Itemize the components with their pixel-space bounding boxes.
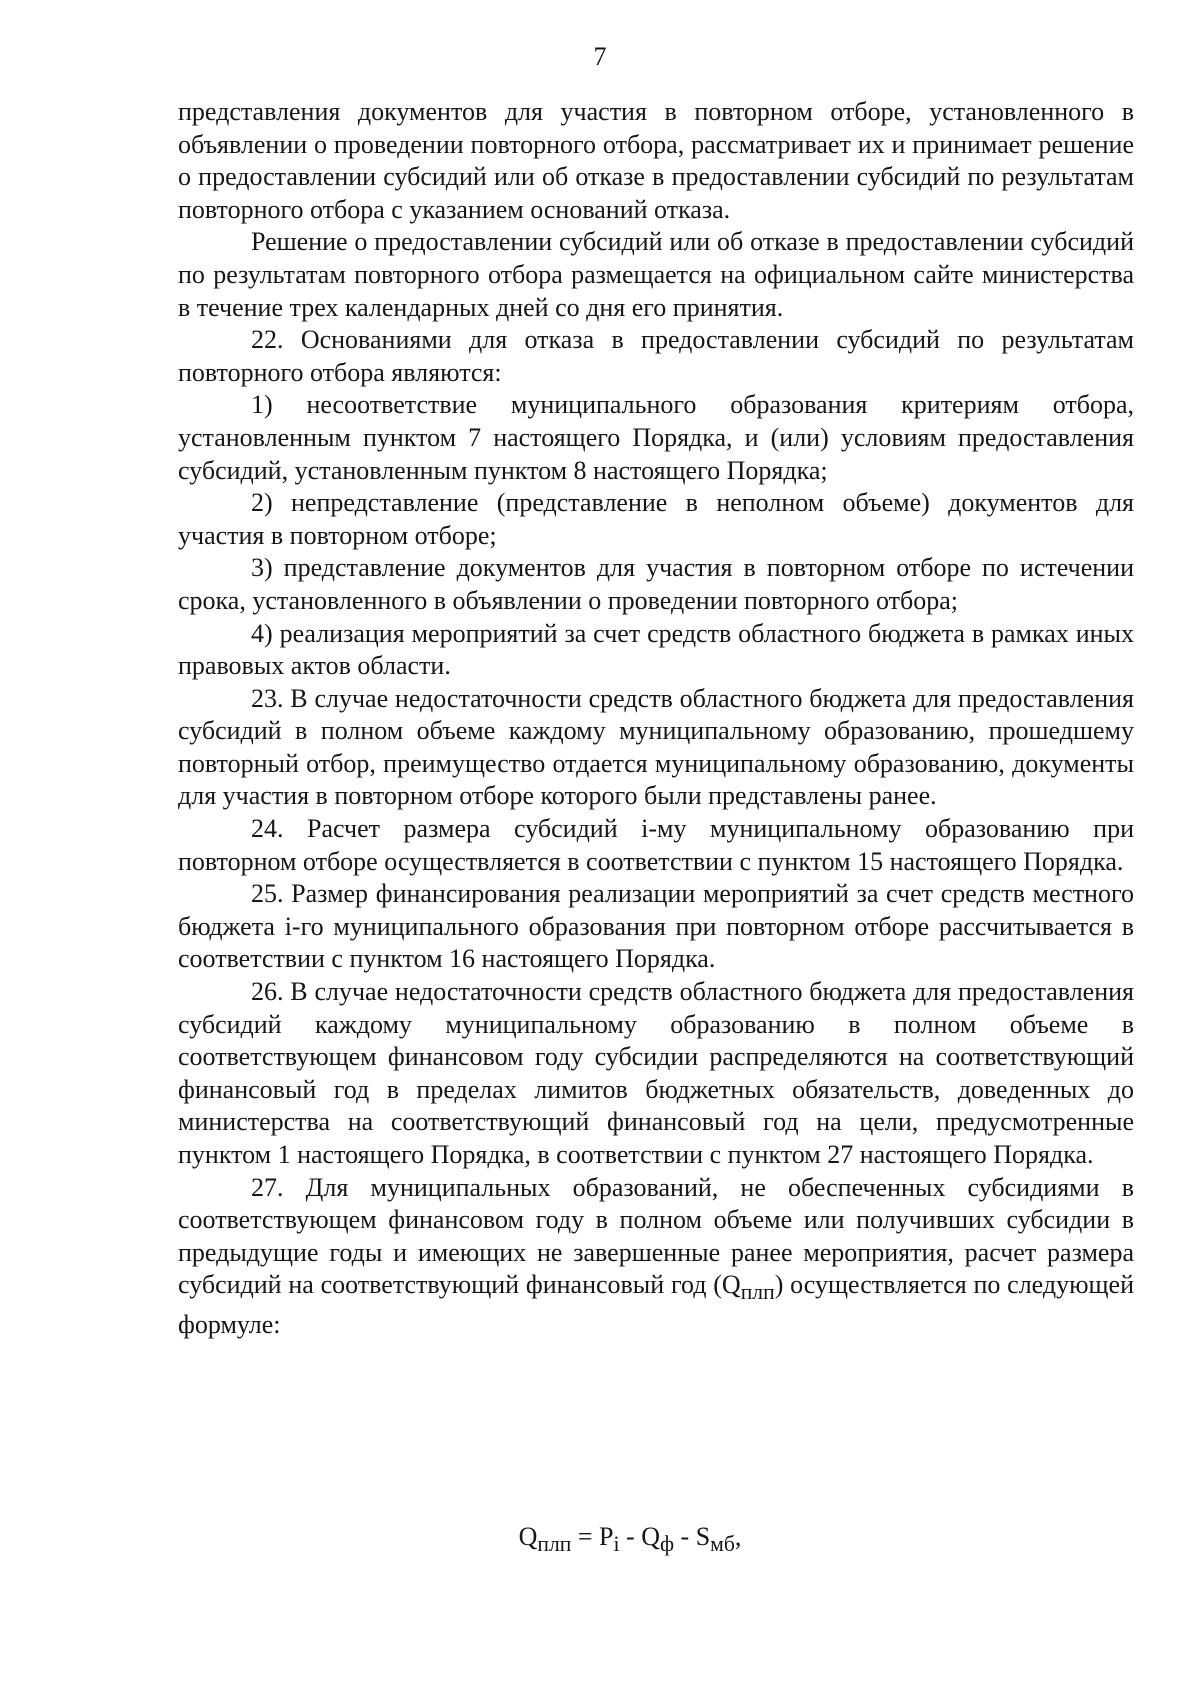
formula-end: ,: [734, 1522, 742, 1551]
document-body: [178, 96, 1134, 1342]
paragraph-26: 26. В случае недостаточности средств областного бюджета для предоставления субсидий каждому муниципальному образованию в полном объеме в соответствующем финансовом году субсидии распределяются на соответствующий финансовый год в пределах лимитов бюджетных обязательств, доведенных до министерства на соответствующий финансовый год на цели, предусмотренные пунктом 1 настоящего Порядка, в соответствии с пунктом 27 настоящего Порядка.: [178, 977, 1134, 1169]
formula-qf: Q: [641, 1522, 660, 1551]
formula-q: Q: [518, 1522, 538, 1551]
paragraph-22-item-2: 2) непредставление (представление в неполном объеме) документов для участия в повторном отборе;: [178, 488, 1134, 550]
paragraph-22-item-4: 4) реализация мероприятий за счет средств областного бюджета в рамках иных правовых актов области.: [178, 618, 1134, 681]
paragraph-23: 23. В случае недостаточности средств областного бюджета для предоставления субсидий в полном объеме каждому муниципальному образованию, прошедшему повторный отбор, преимущество отдается муниципальному образованию, документы для участия в повторном отборе которого были представлены ранее.: [178, 683, 1134, 811]
formula-minus-2: -: [674, 1522, 696, 1551]
paragraph-22-item-3: 3) представление документов для участия в повторном отборе по истечении срока, установленного в объявлении о проведении повторного отбора;: [178, 553, 1134, 615]
formula-equals: =: [571, 1522, 600, 1551]
paragraph-27-tail: ) осуществляется по следующей формуле:: [178, 1270, 1135, 1340]
formula: [0, 1521, 1200, 1560]
paragraph-continuation: представления документов для участия в повторном отборе, установленного в объявлении о проведении повторного отбора, рассматривает их и принимает решение о предоставлении субсидий или об отказе в предоставлении субсидий по результатам повторного отбора с указанием оснований отказа.: [178, 97, 1134, 224]
formula-minus-1: -: [619, 1522, 642, 1551]
formula-s: S: [695, 1522, 711, 1551]
formula-p: P: [599, 1522, 614, 1551]
paragraph-22-item-1: 1) несоответствие муниципального образования критериям отбора, установленным пунктом 7 настоящего Порядка, и (или) условиям предоставления субсидий, установленным пунктом 8 настоящего Порядка;: [178, 390, 1134, 485]
formula-s-subscript: мб: [710, 1532, 735, 1557]
paragraph-27-text: 27. Для муниципальных образований, не обеспеченных субсидиями в соответствующем финансовом году в полном объеме или получивших субсидии в предыдущие годы и имеющих не завершенные ранее мероприятия, расчет размера субсидий на соответствующий финансовый год (Q: [178, 1172, 1134, 1300]
paragraph-25: 25. Размер финансирования реализации мероприятий за счет средств местного бюджета i-го муниципального образования при повторном отборе рассчитывается в соответствии с пунктом 16 настоящего Порядка.: [178, 879, 1134, 974]
paragraph-27: [178, 1172, 1134, 1342]
page-number: 7: [593, 42, 607, 71]
paragraph-decision-publication: Решение о предоставлении субсидий или об отказе в предоставлении субсидий по результатам повторного отбора размещается на официальном сайте министерства в течение трех календарных дней со дня его принятия.: [178, 227, 1134, 322]
paragraph-27-subscript: плп: [740, 1280, 775, 1305]
formula-q-subscript: плп: [537, 1532, 572, 1557]
formula-p-subscript: i: [613, 1532, 620, 1557]
formula-qf-subscript: ф: [659, 1532, 675, 1557]
paragraph-24: 24. Расчет размера субсидий i-му муниципальному образованию при повторном отборе осуществляется в соответствии с пунктом 15 настоящего Порядка.: [178, 814, 1134, 876]
paragraph-22: 22. Основаниями для отказа в предоставлении субсидий по результатам повторного отбора являются:: [178, 325, 1134, 387]
